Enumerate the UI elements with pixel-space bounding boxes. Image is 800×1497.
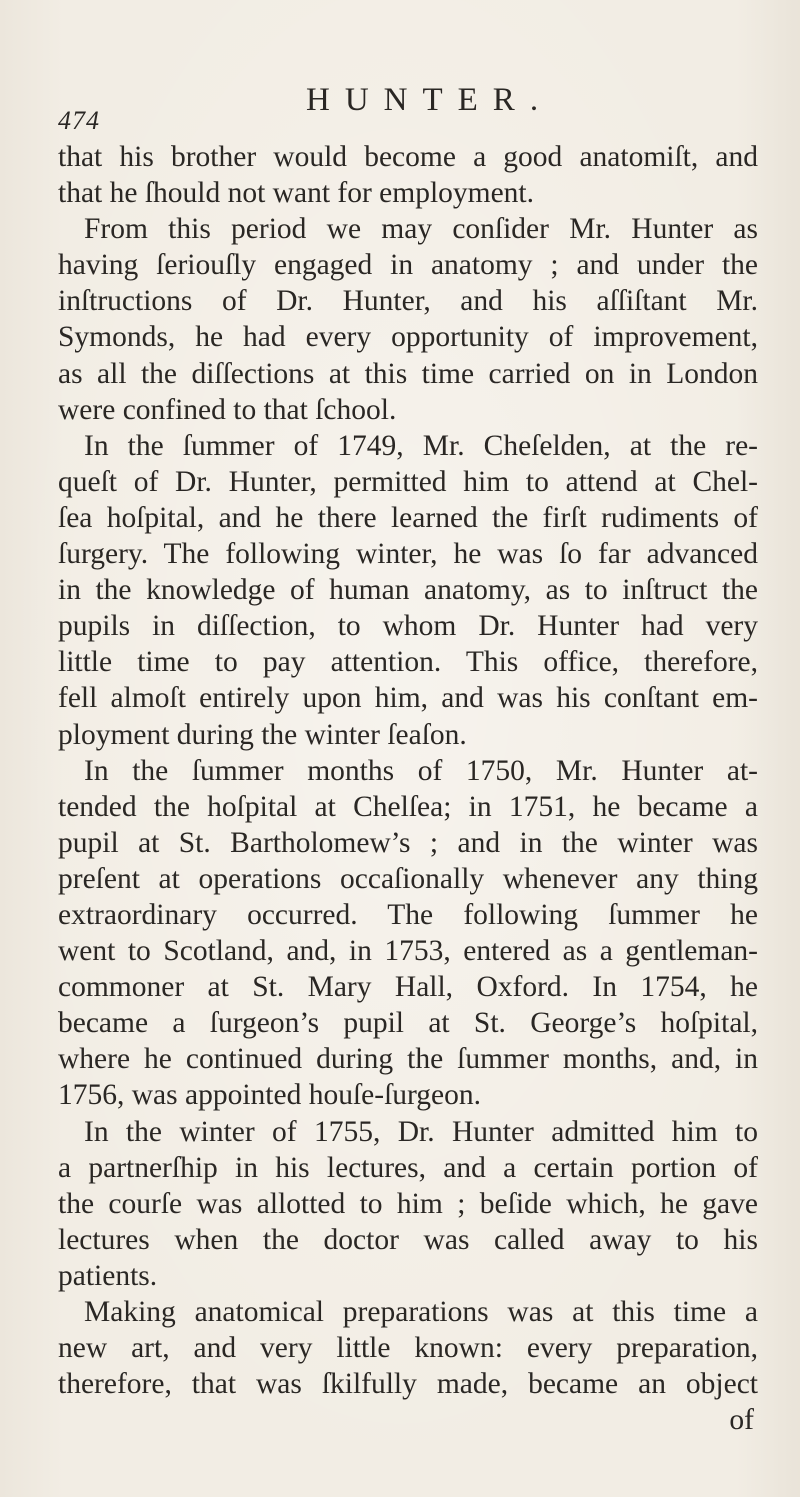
- text-line: In the ſummer months of 1750, Mr. Hunter at-: [84, 754, 758, 787]
- text-line: Making anatomical preparations was at this time a: [84, 1296, 758, 1328]
- text-line: where he continued during the ſummer months, and, in: [58, 1043, 758, 1076]
- text-line: lectures when the doctor was called away to his: [58, 1223, 758, 1256]
- text-line: little time to pay attention. This office, therefore,: [58, 646, 758, 679]
- text-line: pupil at St. Bartholomew’s ; and in the winter was: [58, 826, 758, 859]
- page-header: [58, 82, 738, 135]
- text-line: of: [729, 1404, 754, 1437]
- text-line: became a ſurgeon’s pupil at St. George’s hoſpital,: [58, 1007, 758, 1040]
- text-line: therefore, that was ſkilfully made, became an object: [58, 1368, 758, 1401]
- text-line: Symonds, he had every opportunity of improvement,: [58, 321, 758, 354]
- text-line: tended the hoſpital at Chelſea; in 1751, he became a: [58, 790, 758, 823]
- text-line: the courſe was allotted to him ; beſide which, he gave: [58, 1187, 758, 1220]
- text-line: extraordinary occurred. The following ſummer he: [58, 898, 758, 931]
- text-line: ployment during the winter ſeaſon.: [58, 718, 467, 751]
- text-line: went to Scotland, and, in 1753, entered as a gentleman-: [58, 935, 758, 968]
- text-line: ſurgery. The following winter, he was ſo far advanced: [58, 538, 758, 571]
- text-line: pupils in diſſection, to whom Dr. Hunter had very: [58, 610, 758, 643]
- body-text: [58, 139, 758, 1438]
- text-line: ſea hoſpital, and he there learned the firſt rudiments of: [58, 501, 758, 534]
- running-head: HUNTER.: [306, 82, 554, 118]
- text-line: new art, and very little known: every preparation,: [58, 1332, 758, 1365]
- text-line: that his brother would become a good anatomiſt, and: [58, 141, 758, 173]
- text-line: In the winter of 1755, Dr. Hunter admitted him to: [84, 1115, 758, 1148]
- text-line: patients.: [58, 1259, 158, 1292]
- text-line: commoner at St. Mary Hall, Oxford. In 1754, he: [58, 971, 758, 1004]
- text-line: 1756, was appointed houſe-ſurgeon.: [58, 1079, 482, 1112]
- text-line: that he ſhould not want for employment.: [58, 177, 535, 210]
- text-line: were confined to that ſchool.: [58, 393, 397, 426]
- text-line: queſt of Dr. Hunter, permitted him to attend at Chel-: [58, 465, 758, 498]
- text-line: From this period we may conſider Mr. Hunter as: [84, 213, 758, 246]
- text-line: as all the diſſections at this time carried on in London: [58, 357, 758, 390]
- text-line: preſent at operations occaſionally whenever any thing: [58, 862, 758, 895]
- text-line: having ſeriouſly engaged in anatomy ; and under the: [58, 249, 758, 282]
- page-number: 474: [58, 106, 100, 135]
- text-line: fell almoſt entirely upon him, and was his conſtant em-: [58, 682, 758, 715]
- text-line: in the knowledge of human anatomy, as to inſtruct the: [58, 574, 758, 607]
- text-line: In the ſummer of 1749, Mr. Cheſelden, at the re-: [84, 429, 758, 462]
- text-line: a partnerſhip in his lectures, and a certain portion of: [58, 1151, 758, 1184]
- text-line: inſtructions of Dr. Hunter, and his aſſiſtant Mr.: [58, 285, 758, 318]
